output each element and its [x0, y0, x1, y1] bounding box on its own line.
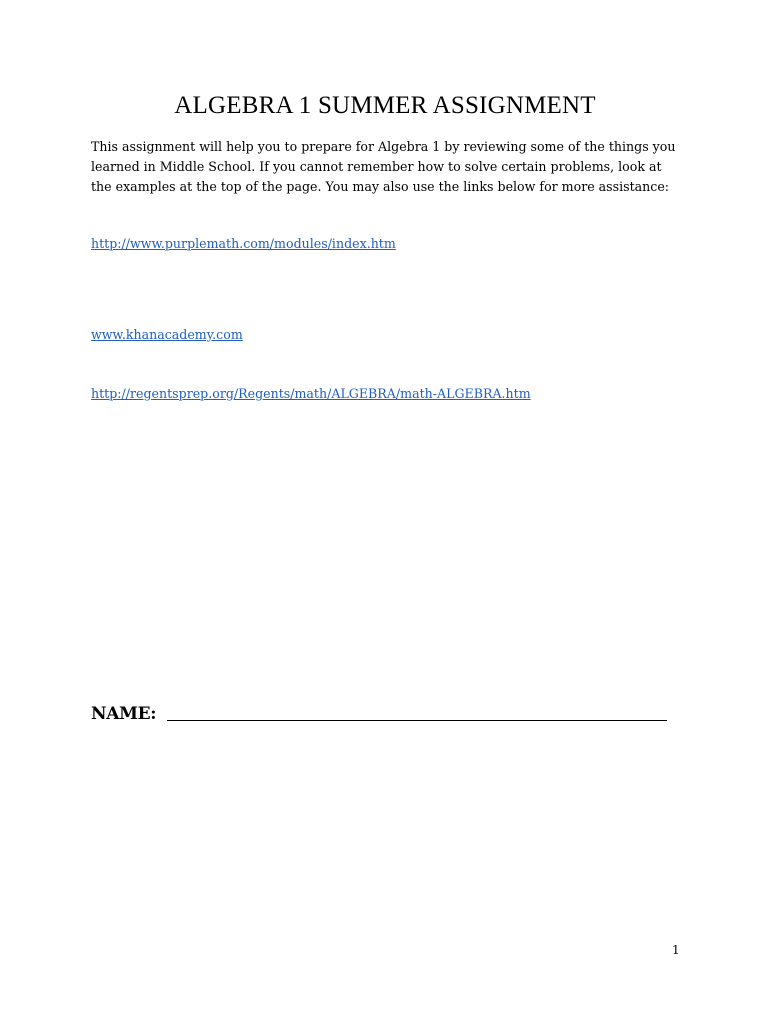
intro-line: the examples at the top of the page. You may also use the links below for more assistance: [91, 179, 670, 194]
name-label: NAME: [91, 704, 157, 724]
regentsprep-link[interactable]: http://regentsprep.org/Regents/math/ALGEBRA/math-ALGEBRA.htm [91, 386, 531, 401]
purplemath-link[interactable]: http://www.purplemath.com/modules/index.htm [91, 236, 396, 251]
name-fill-line[interactable] [167, 720, 667, 721]
khanacademy-link[interactable]: www.khanacademy.com [91, 327, 243, 342]
intro-line: This assignment will help you to prepare for Algebra 1 by reviewing some of the things you [91, 139, 676, 154]
intro-paragraph [91, 137, 691, 197]
intro-line: learned in Middle School. If you cannot remember how to solve certain problems, look at [91, 159, 662, 174]
page-number: 1 [672, 943, 680, 957]
document-title: ALGEBRA 1 SUMMER ASSIGNMENT [174, 92, 596, 119]
name-field-row [91, 704, 667, 724]
